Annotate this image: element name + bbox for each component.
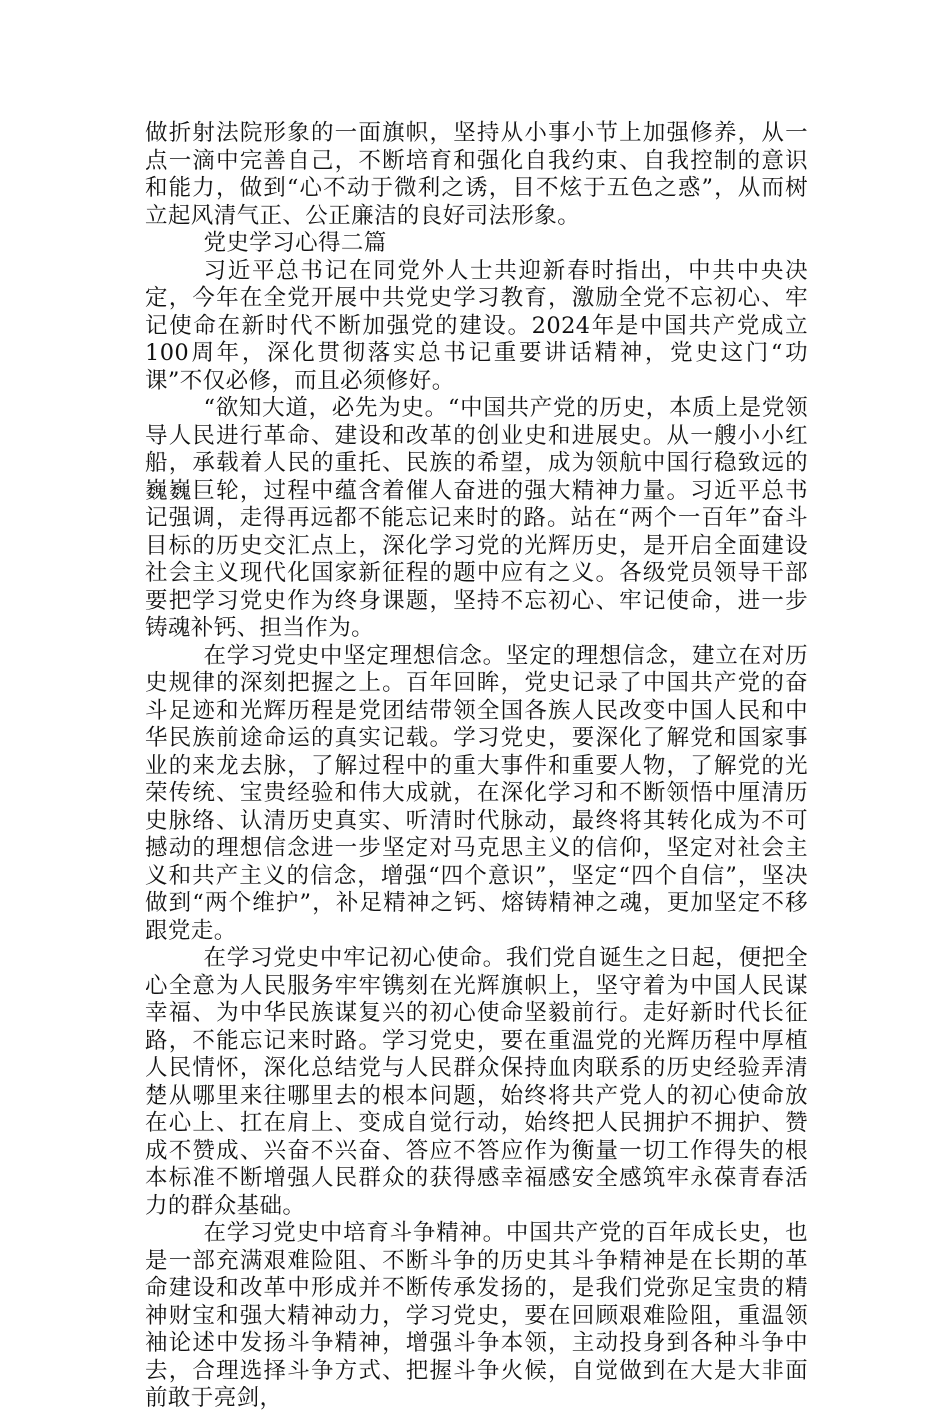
paragraph-intro: 习近平总书记在同党外人士共迎新春时指出，中共中央决定，今年在全党开展中共党史学习教育，激励全党不忘初心、牢记使命在新时代不断加强党的建设。2024年是中国共产党成立100周年，深化贯彻落实总书记重要讲话精神，党史这门“功课”不仅必修，而且必须修好。	[145, 257, 808, 394]
paragraph-struggle: 在学习党史中培育斗争精神。中国共产党的百年成长史，也是一部充满艰难险阻、不断斗争的历史其斗争精神是在长期的革命建设和改革中形成并不断传承发扬的，是我们党弥足宝贵的精神财宝和强大精神动力，学习党史，要在回顾艰难险阻，重温领袖论述中发扬斗争精神，增强斗争本领，主动投身到各种斗争中去，合理选择斗争方式、把握斗争火候，自觉做到在大是大非面前敢于亮剑，	[145, 1220, 808, 1411]
section-heading: 党史学习心得二篇	[203, 230, 387, 256]
paragraph-mission: 在学习党史中牢记初心使命。我们党自诞生之日起，便把全心全意为人民服务牢牢镌刻在光辉旗帜上，坚守着为中国人民谋幸福、为中华民族谋复兴的初心使命坚毅前行。走好新时代长征路，不能忘记来时路。学习党史，要在重温党的光辉历程中厚植人民情怀，深化总结党与人民群众保持血肉联系的历史经验弄清楚从哪里来往哪里去的根本问题，始终将共产党人的初心使命放在心上、扛在肩上、变成自觉行动，始终把人民拥护不拥护、赞成不赞成、兴奋不兴奋、答应不答应作为衡量一切工作得失的根本标准不断增强人民群众的获得感幸福感安全感筑牢永葆青春活力的群众基础。	[145, 945, 808, 1219]
paragraph-continuation: 做折射法院形象的一面旗帜，坚持从小事小节上加强修养，从一点一滴中完善自己，不断培育和强化自我约束、自我控制的意识和能力，做到“心不动于微利之诱，目不炫于五色之惑”，从而树立起风清气正、公正廉洁的良好司法形象。	[145, 120, 808, 229]
document-page	[145, 120, 808, 1413]
paragraph-history: “欲知大道，必先为史。“中国共产党的历史，本质上是党领导人民进行革命、建设和改革的创业史和进展史。从一艘小小红船，承载着人民的重托、民族的希望，成为领航中国行稳致远的巍巍巨轮，过程中蕴含着催人奋进的强大精神力量。习近平总书记强调，走得再远都不能忘记来时的路。站在“两个一百年”奋斗目标的历史交汇点上，深化学习党的光辉历史，是开启全面建设社会主义现代化国家新征程的题中应有之义。各级党员领导干部要把学习党史作为终身课题，坚持不忘初心、牢记使命，进一步铸魂补钙、担当作为。	[145, 395, 808, 641]
paragraph-ideals: 在学习党史中坚定理想信念。坚定的理想信念，建立在对历史规律的深刻把握之上。百年回眸，党史记录了中国共产党的奋斗足迹和光辉历程是党团结带领全国各族人民改变中国人民和中华民族前途命运的真实记载。学习党史，要深化了解党和国家事业的来龙去脉，了解过程中的重大事件和重要人物，了解党的光荣传统、宝贵经验和伟大成就，在深化学习和不断领悟中厘清历史脉络、认清历史真实、听清时代脉动，最终将其转化成为不可撼动的理想信念进一步坚定对马克思主义的信仰，坚定对社会主义和共产主义的信念，增强“四个意识”，坚定“四个自信”，坚决做到“两个维护”，补足精神之钙、熔铸精神之魂，更加坚定不移跟党走。	[145, 642, 808, 944]
